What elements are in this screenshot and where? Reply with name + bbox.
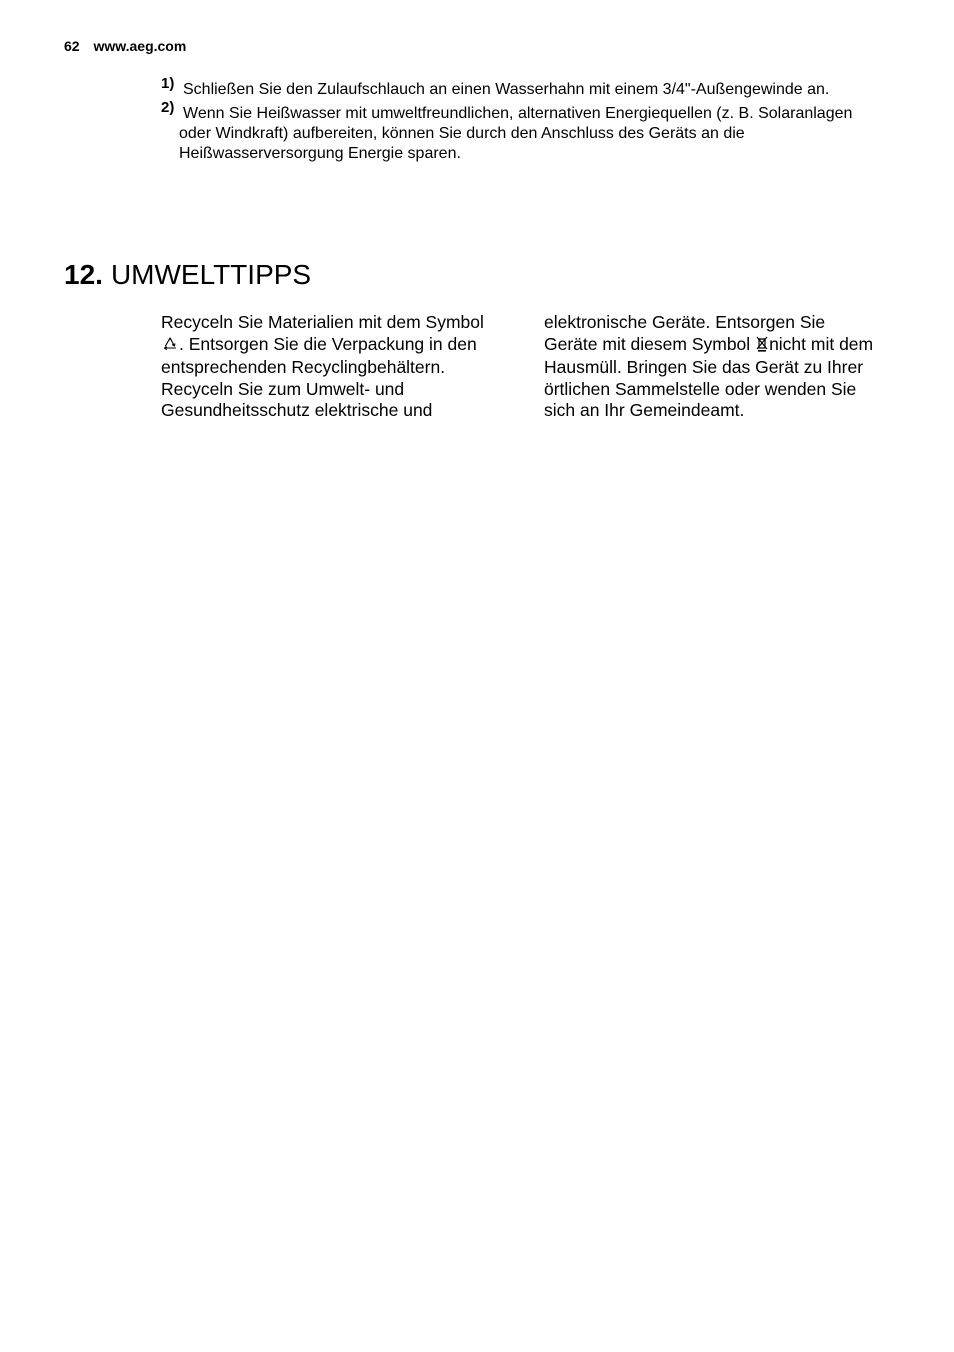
- page-header: [64, 38, 186, 54]
- paragraph-text: Recyceln Sie Materialien mit dem Symbol: [161, 312, 484, 332]
- paragraph-recycle-electronics-cont: [544, 312, 874, 422]
- paragraph-text: nicht mit dem Hausmüll. Bringen Sie das Gerät zu Ihrer örtlichen Sammelstelle oder wenden Sie sich an Ihr Gemeindeamt.: [544, 333, 874, 420]
- crossed-out-bin-icon: [756, 336, 768, 358]
- paragraph-text: elektronische Geräte. Entsorgen Sie Geräte mit diesem Symbol: [544, 312, 826, 354]
- text-column-right: [544, 312, 874, 422]
- paragraph-recycle-materials: [161, 312, 491, 379]
- text-column-left: [161, 312, 491, 422]
- paragraph-text: . Entsorgen Sie die Verpackung in den entsprechenden Recyclingbehältern.: [161, 333, 477, 377]
- page-number: 62: [64, 38, 80, 54]
- section-heading: [64, 256, 311, 294]
- section-number: 12.: [64, 259, 103, 290]
- footnote-text: Schließen Sie den Zulaufschlauch an einen Wasserhahn mit einem 3/4"-Außengewinde an.: [183, 81, 830, 98]
- footnote-2: [161, 99, 886, 164]
- footnote-number: 2): [161, 99, 175, 116]
- footnotes: [161, 75, 886, 168]
- section-title-text: UMWELTTIPPS: [110, 259, 312, 290]
- footnote-number: 1): [161, 75, 175, 92]
- footnote-text: Wenn Sie Heißwasser mit umweltfreundlichen, alternativen Energiequellen (z. B. Solaranlagen oder Windkraft) aufbereiten, können Sie durch den Anschluss des Geräts an die Heißwasserversorgung Energie sparen.: [179, 105, 853, 162]
- footnote-1: [161, 75, 886, 100]
- website-link[interactable]: www.aeg.com: [93, 38, 187, 54]
- paragraph-recycle-electronics: [161, 379, 491, 422]
- paragraph-text: Recyceln Sie zum Umwelt- und Gesundheitsschutz elektrische und: [161, 378, 433, 420]
- recycle-icon: [162, 336, 178, 358]
